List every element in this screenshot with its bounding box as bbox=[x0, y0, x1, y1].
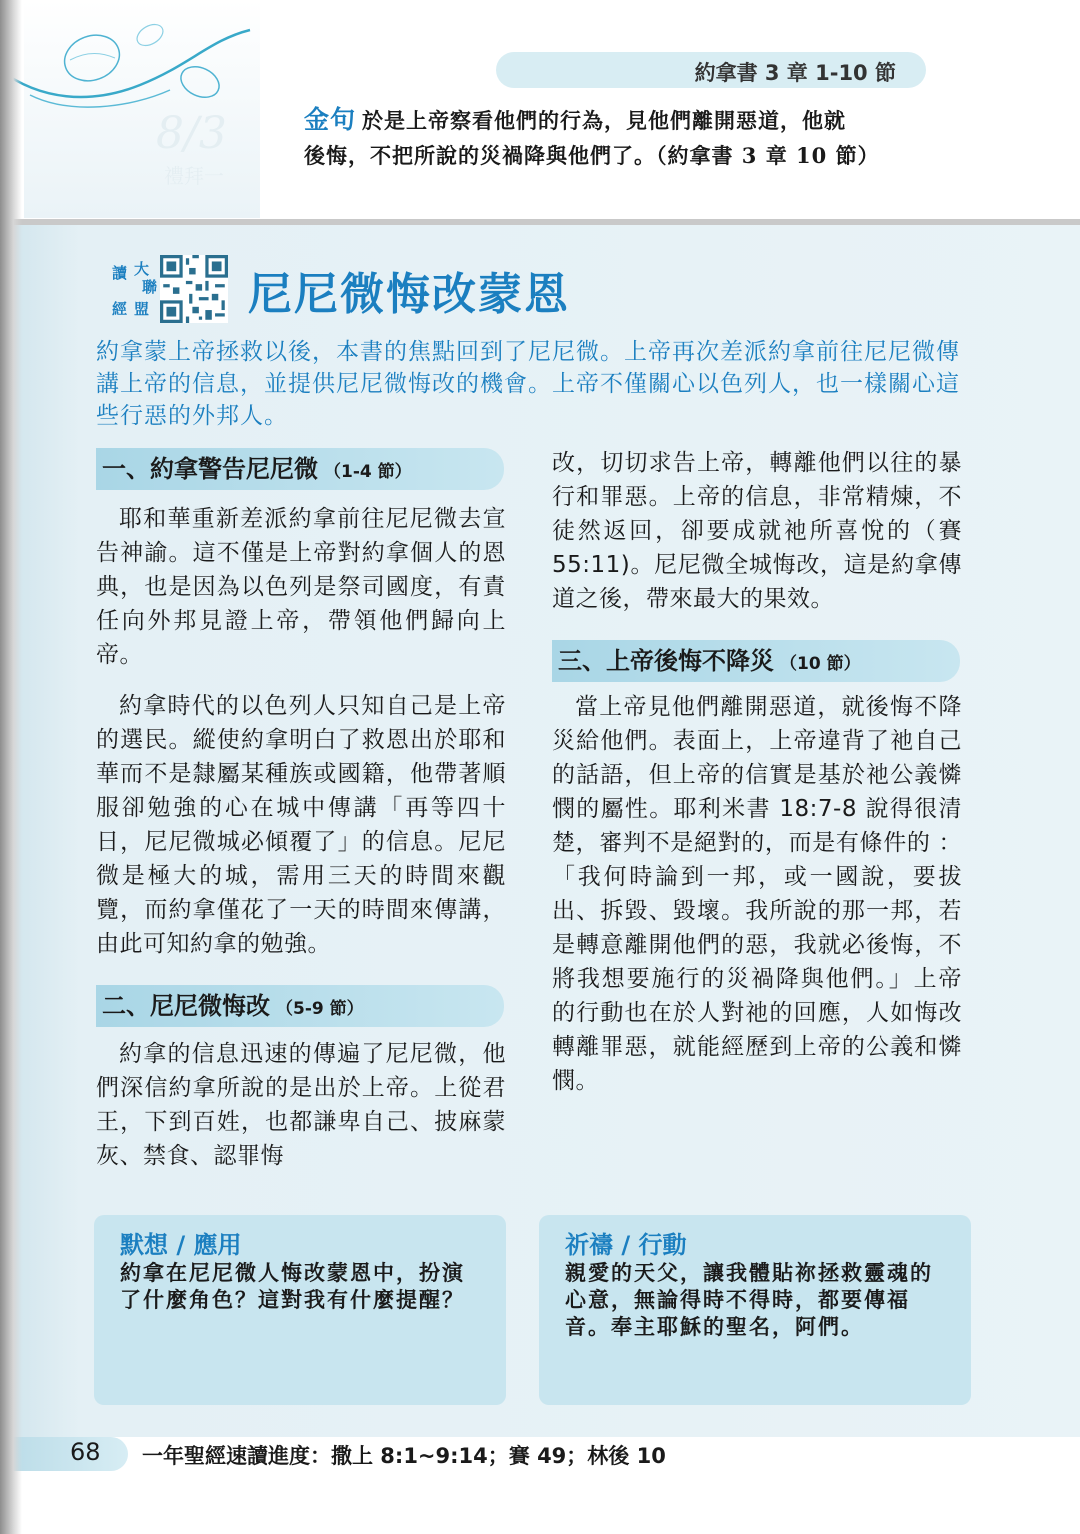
qr-label-char: 經 bbox=[112, 300, 128, 318]
page-title: 尼尼微悔改蒙恩 bbox=[248, 269, 570, 320]
section-heading-text: 二、尼尼微悔改 bbox=[102, 992, 270, 1020]
qr-label-char: 讀 bbox=[112, 264, 128, 282]
golden-verse bbox=[304, 102, 964, 173]
prayer-title: 祈禱 / 行動 bbox=[565, 1231, 687, 1259]
floral-decoration-icon bbox=[0, 0, 300, 120]
section-verse: （10 節） bbox=[780, 654, 861, 674]
scripture-reference: 約拿書 3 章 1-10 節 bbox=[694, 61, 896, 85]
date-label: 8/3 bbox=[156, 108, 227, 159]
reading-progress: 一年聖經速讀進度：撒上 8:1~9:14；賽 49；林後 10 bbox=[142, 1444, 666, 1468]
section-heading-text: 三、上帝後悔不降災 bbox=[558, 647, 774, 675]
qr-label-char: 聯 bbox=[142, 278, 158, 296]
scripture-reference-pill bbox=[496, 52, 926, 88]
golden-verse-label: 金句 bbox=[304, 105, 357, 134]
intro-paragraph: 約拿蒙上帝拯救以後，本書的焦點回到了尼尼微。上帝再次差派約拿前往尼尼微傳講上帝的信息，並提供尼尼微悔改的機會。上帝不僅關心以色列人，也一樣關心這些行惡的外邦人。 bbox=[96, 339, 960, 429]
section-verse: （5-9 節） bbox=[276, 999, 364, 1019]
section-heading bbox=[552, 640, 960, 682]
prayer-box bbox=[539, 1215, 971, 1405]
section-verse: （1-4 節） bbox=[324, 462, 412, 482]
day-label: 禮拜一 bbox=[164, 164, 224, 188]
page-number: 68 bbox=[70, 1438, 101, 1466]
section-heading-text: 一、約拿警告尼尼微 bbox=[102, 455, 318, 483]
section-paragraph: 約拿的信息迅速的傳遍了尼尼微，他們深信約拿所說的是出於上帝。上從君王，下到百姓，也都謙卑自己、披麻蒙灰、禁食、認罪悔 bbox=[96, 1041, 506, 1169]
section-paragraph: 耶和華重新差派約拿前往尼尼微去宣告神諭。這不僅是上帝對約拿個人的恩典，也是因為以色列是祭司國度，有責任向外邦見證上帝，帶領他們歸向上帝。 bbox=[96, 506, 506, 668]
section-paragraph: 約拿時代的以色列人只知自己是上帝的選民。縱使約拿明白了救恩出於耶和華而不是隸屬某種族或國籍，他帶著順服卻勉強的心在城中傳講「再等四十日，尼尼微城必傾覆了」的信息。尼尼微是極大的城，需用三天的時間來觀覽，而約拿僅花了一天的時間來傳講，由此可知約拿的勉強。 bbox=[96, 693, 506, 957]
section-paragraph: 當上帝見他們離開惡道，就後悔不降災給他們。表面上，上帝違背了祂自己的話語，但上帝的信實是基於祂公義憐憫的屬性。耶利米書 18:7-8 說得很清楚，審判不是絕對的，而是有條件的 ：「我何時論到一邦，或一國說，要拔出、拆毀、毀壞。我所說的那一邦，若是轉意離開他們的惡，我就必後悔，不將我想要施行的災禍降與他們。」上帝的行動也在於人對祂的回應，人如悔改轉離罪惡，就能經歷到上帝的公義和憐憫。 bbox=[552, 694, 962, 1094]
header-area bbox=[0, 0, 1080, 220]
section-heading bbox=[96, 448, 504, 490]
left-column bbox=[96, 448, 506, 1173]
meditation-text: 約拿在尼尼微人悔改蒙恩中，扮演了什麼角色？這對我有什麼提醒？ bbox=[120, 1260, 465, 1312]
golden-verse-line1: 於是上帝察看他們的行為，見他們離開惡道，他就 bbox=[362, 108, 847, 133]
meditation-title: 默想 / 應用 bbox=[120, 1231, 242, 1259]
binding-shadow bbox=[0, 0, 22, 1534]
section-paragraph-continued: 改，切切求告上帝，轉離他們以往的暴行和罪惡。上帝的信息，非常精煉，不徒然返回，卻要成就祂所喜悅的（賽 55:11)。尼尼微全城悔改，這是約拿傳道之後，帶來最大的果效。 bbox=[552, 450, 962, 612]
golden-verse-line2: 後悔，不把所說的災禍降與他們了。（約拿書 3 章 10 節） bbox=[304, 143, 880, 168]
right-column bbox=[552, 446, 962, 1098]
qr-label bbox=[112, 260, 160, 320]
qr-label-char: 盟 bbox=[134, 300, 150, 318]
prayer-text: 親愛的天父，讓我體貼祢拯救靈魂的心意，無論得時不得時，都要傳福音。奉主耶穌的聖名，阿們。 bbox=[565, 1260, 933, 1339]
section-heading bbox=[96, 985, 504, 1027]
qr-code-icon[interactable] bbox=[160, 255, 228, 323]
meditation-box bbox=[94, 1215, 506, 1405]
qr-label-char: 大 bbox=[134, 260, 150, 278]
